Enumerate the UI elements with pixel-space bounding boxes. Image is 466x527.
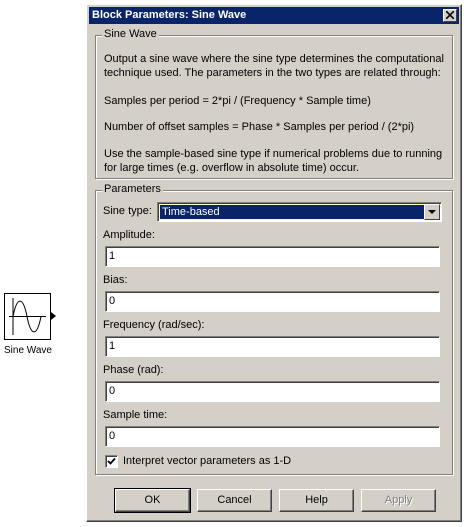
help-button[interactable]: [279, 489, 354, 512]
titlebar[interactable]: [89, 7, 459, 24]
block-parameters-dialog: [86, 4, 462, 522]
sine-wave-icon: [5, 294, 50, 339]
description-text-3: Number of offset samples = Phase * Samples per period / (2*pi): [104, 121, 415, 133]
description-text-2: Samples per period = 2*pi / (Frequency * Sample time): [104, 95, 371, 107]
cancel-button[interactable]: [197, 489, 272, 512]
close-button[interactable]: [443, 9, 457, 22]
bias-input[interactable]: 0: [105, 291, 440, 312]
parameters-group-title: Parameters: [104, 183, 161, 195]
frequency-input[interactable]: 1: [105, 336, 440, 357]
description-text-4: Use the sample-based sine type if numerical problems due to running for large times (e.g. overflow in absolute time) occur.: [104, 148, 443, 174]
output-port-icon[interactable]: [51, 312, 56, 320]
phase-input[interactable]: 0: [105, 381, 440, 402]
amplitude-label: Amplitude:: [103, 229, 155, 241]
cancel-button-label: Cancel: [217, 494, 252, 506]
checkmark-icon: [107, 457, 116, 466]
block-label: Sine Wave: [4, 345, 52, 356]
amplitude-input[interactable]: 1: [105, 246, 440, 267]
sample-time-input[interactable]: 0: [105, 426, 440, 447]
description-group: [95, 28, 453, 179]
ok-button[interactable]: [115, 489, 190, 512]
sine-wave-block[interactable]: [4, 293, 51, 340]
chevron-down-icon: [428, 210, 436, 215]
apply-button-label: Apply: [384, 494, 413, 506]
sine-type-value: Time-based: [160, 205, 424, 219]
interpret-vector-checkbox[interactable]: [105, 455, 118, 468]
interpret-vector-label: Interpret vector parameters as 1-D: [123, 455, 292, 467]
close-icon: [446, 11, 454, 19]
dropdown-button[interactable]: [424, 204, 440, 220]
description-text-1: Output a sine wave where the sine type determines the computational technique used. The parameters in the two types are related through:: [104, 53, 444, 79]
sample-time-label: Sample time:: [103, 409, 168, 421]
ok-button-label: OK: [144, 494, 161, 506]
phase-label: Phase (rad):: [103, 364, 164, 376]
description-group-title: Sine Wave: [104, 28, 157, 40]
bias-label: Bias:: [103, 274, 128, 286]
sine-type-label: Sine type:: [103, 205, 152, 217]
dialog-title: Block Parameters: Sine Wave: [92, 9, 247, 21]
help-button-label: Help: [305, 494, 328, 506]
apply-button[interactable]: [361, 489, 436, 512]
frequency-label: Frequency (rad/sec):: [103, 319, 205, 331]
sine-type-select[interactable]: [157, 202, 442, 222]
